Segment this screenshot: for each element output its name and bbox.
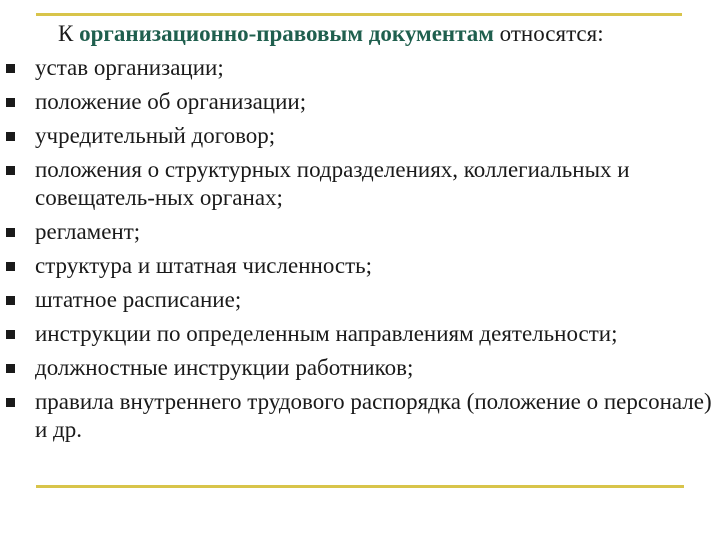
document-list xyxy=(0,54,720,450)
list-item-text: положения о структурных подразделениях, коллегиальных и совещатель-ных органах; xyxy=(35,157,630,210)
list-item xyxy=(0,54,720,82)
list-item-text: должностные инструкции работников; xyxy=(35,355,414,380)
top-rule xyxy=(36,13,682,16)
list-item-text: положение об организации; xyxy=(35,89,307,114)
list-item xyxy=(0,252,720,280)
list-item xyxy=(0,354,720,382)
bottom-rule xyxy=(36,485,684,488)
list-item xyxy=(0,388,720,444)
square-bullet-icon xyxy=(6,132,15,141)
square-bullet-icon xyxy=(6,296,15,305)
list-item-text: штатное расписание; xyxy=(35,287,242,312)
list-item xyxy=(0,122,720,150)
square-bullet-icon xyxy=(6,98,15,107)
list-item-text: учредительный договор; xyxy=(35,123,276,148)
square-bullet-icon xyxy=(6,364,15,373)
list-item-text: регламент; xyxy=(35,219,141,244)
square-bullet-icon xyxy=(6,64,15,73)
list-item-text: инструкции по определенным направлениям деятельности; xyxy=(35,321,618,346)
square-bullet-icon xyxy=(6,262,15,271)
heading-prefix: К xyxy=(58,21,80,46)
list-item-text: правила внутреннего трудового распорядка (положение о персонале) и др. xyxy=(35,389,712,442)
list-item-text: структура и штатная численность; xyxy=(35,253,373,278)
list-item-text: устав организации; xyxy=(35,55,224,80)
list-item xyxy=(0,286,720,314)
list-item xyxy=(0,218,720,246)
square-bullet-icon xyxy=(6,166,15,175)
square-bullet-icon xyxy=(6,330,15,339)
list-item xyxy=(0,88,720,116)
heading xyxy=(58,20,698,48)
heading-suffix: относятся: xyxy=(493,21,604,46)
heading-emphasis: организационно-правовым документам xyxy=(79,21,494,46)
square-bullet-icon xyxy=(6,398,15,407)
list-item xyxy=(0,320,720,348)
square-bullet-icon xyxy=(6,228,15,237)
list-item xyxy=(0,156,720,212)
